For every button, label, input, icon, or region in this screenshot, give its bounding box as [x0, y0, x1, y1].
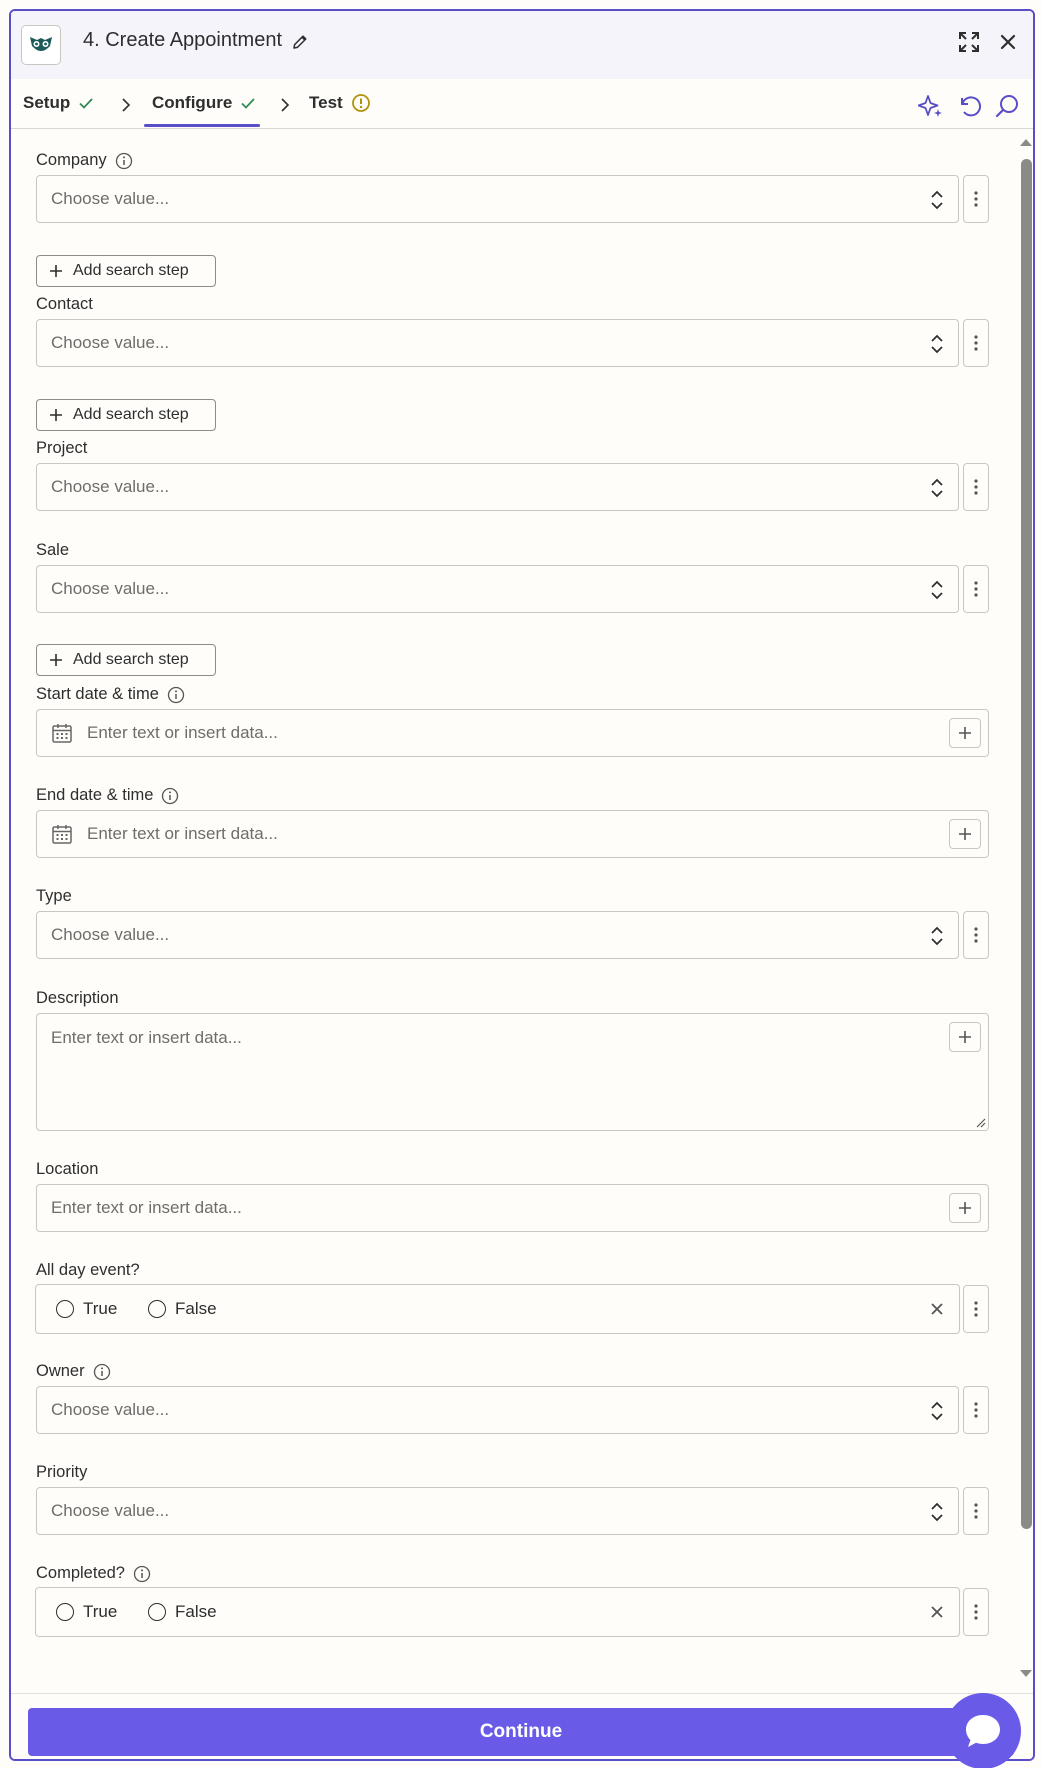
- tab-setup-label: Setup: [23, 93, 71, 112]
- company-add-search-step-button[interactable]: [36, 255, 216, 287]
- location-placeholder: Enter text or insert data...: [51, 1198, 242, 1217]
- kebab-menu-icon: [974, 335, 978, 351]
- kebab-menu-icon: [974, 927, 978, 943]
- info-icon[interactable]: [93, 1363, 111, 1381]
- project-label: [36, 439, 87, 458]
- completed-label: [36, 1564, 151, 1583]
- owner-select[interactable]: [36, 1386, 959, 1434]
- type-label: [36, 887, 72, 906]
- plus-icon: [49, 408, 63, 422]
- contact-label: [36, 295, 93, 314]
- resize-handle-icon[interactable]: [974, 1116, 986, 1128]
- sale-options-button[interactable]: [963, 565, 989, 613]
- continue-button[interactable]: Continue: [28, 1708, 1014, 1756]
- check-icon: [240, 95, 256, 111]
- sale-select[interactable]: [36, 565, 959, 613]
- sale-placeholder: Choose value...: [51, 579, 170, 598]
- insert-data-button[interactable]: [949, 1022, 981, 1052]
- tab-configure-label: Configure: [152, 93, 233, 112]
- location-input[interactable]: [36, 1184, 989, 1232]
- step-tabs: [11, 79, 1033, 129]
- owner-label-text: Owner: [36, 1362, 85, 1380]
- all-day-options-button[interactable]: [963, 1285, 989, 1333]
- type-options-button[interactable]: [963, 911, 989, 959]
- tab-test-label: Test: [309, 93, 343, 112]
- up-down-chevron-icon: [930, 334, 944, 354]
- sale-add-search-step-button[interactable]: [36, 644, 216, 676]
- step-editor-panel: [9, 9, 1035, 1761]
- add-search-step-label: Add search step: [73, 262, 189, 279]
- form-scrollbar[interactable]: [1017, 129, 1035, 1689]
- panel-header: [11, 11, 1033, 79]
- step-title[interactable]: 4. Create Appointment: [83, 29, 283, 51]
- configure-form: [11, 129, 1017, 1689]
- plus-icon: [49, 264, 63, 278]
- description-label-text: Description: [36, 989, 119, 1007]
- radio-circle: [56, 1603, 74, 1621]
- project-select[interactable]: [36, 463, 959, 511]
- refresh-icon[interactable]: [957, 93, 983, 119]
- type-select[interactable]: [36, 911, 959, 959]
- company-label-text: Company: [36, 151, 107, 169]
- pencil-edit-icon[interactable]: [291, 33, 309, 51]
- priority-placeholder: Choose value...: [51, 1501, 170, 1520]
- completed-true-radio[interactable]: [56, 1602, 117, 1622]
- sale-label: [36, 541, 69, 560]
- radio-true-label: True: [83, 1602, 118, 1621]
- owl-logo-icon: [28, 34, 54, 56]
- up-down-chevron-icon: [930, 190, 944, 210]
- radio-false-label: False: [175, 1299, 217, 1318]
- plus-icon: [957, 1200, 973, 1216]
- completed-radio-group: [35, 1587, 960, 1637]
- add-search-step-label: Add search step: [73, 406, 189, 423]
- description-label: [36, 989, 119, 1008]
- info-icon[interactable]: [133, 1565, 151, 1583]
- start-date-label-text: Start date & time: [36, 685, 159, 703]
- completed-label-text: Completed?: [36, 1564, 125, 1582]
- priority-options-button[interactable]: [963, 1487, 989, 1535]
- description-textarea[interactable]: [36, 1013, 989, 1131]
- ai-sparkle-icon[interactable]: [918, 93, 944, 119]
- all-day-true-radio[interactable]: [56, 1299, 117, 1319]
- kebab-menu-icon: [974, 581, 978, 597]
- active-tab-indicator: [144, 124, 260, 127]
- all-day-label-text: All day event?: [36, 1261, 140, 1279]
- info-icon[interactable]: [161, 787, 179, 805]
- clear-icon[interactable]: [929, 1604, 945, 1620]
- panel-footer: [11, 1693, 1033, 1761]
- clear-icon[interactable]: [929, 1301, 945, 1317]
- expand-icon[interactable]: [957, 30, 981, 54]
- start-date-label: [36, 685, 185, 704]
- project-label-text: Project: [36, 439, 88, 457]
- radio-true-label: True: [83, 1299, 118, 1318]
- check-icon: [78, 95, 94, 111]
- owner-label: [36, 1362, 111, 1381]
- description-placeholder: Enter text or insert data...: [51, 1028, 242, 1047]
- start-date-placeholder: Enter text or insert data...: [87, 723, 278, 742]
- tab-configure[interactable]: [152, 93, 256, 113]
- end-date-input[interactable]: [36, 810, 989, 858]
- priority-label: [36, 1463, 87, 1482]
- kebab-menu-icon: [974, 479, 978, 495]
- search-icon[interactable]: [994, 93, 1020, 119]
- priority-select[interactable]: [36, 1487, 959, 1535]
- up-down-chevron-icon: [930, 926, 944, 946]
- scroll-down-arrow-icon[interactable]: [1019, 1669, 1033, 1679]
- tab-test[interactable]: [309, 93, 371, 113]
- info-icon[interactable]: [115, 152, 133, 170]
- tab-setup[interactable]: [23, 93, 94, 113]
- company-label: [36, 151, 133, 170]
- up-down-chevron-icon: [930, 1502, 944, 1522]
- completed-false-radio[interactable]: [148, 1602, 217, 1622]
- contact-placeholder: Choose value...: [51, 333, 170, 352]
- calendar-icon: [51, 722, 73, 744]
- kebab-menu-icon: [974, 1402, 978, 1418]
- radio-circle: [56, 1300, 74, 1318]
- kebab-menu-icon: [974, 1604, 978, 1620]
- warning-circle-icon: [351, 93, 371, 113]
- insert-data-button[interactable]: [949, 718, 981, 748]
- start-date-input[interactable]: [36, 709, 989, 757]
- add-search-step-label: Add search step: [73, 651, 189, 668]
- kebab-menu-icon: [974, 1503, 978, 1519]
- up-down-chevron-icon: [930, 1401, 944, 1421]
- sale-label-text: Sale: [36, 541, 70, 559]
- company-select[interactable]: [36, 175, 959, 223]
- calendar-icon: [51, 823, 73, 845]
- plus-icon: [49, 653, 63, 667]
- all-day-false-radio[interactable]: [148, 1299, 217, 1319]
- chat-support-button[interactable]: [945, 1693, 1021, 1768]
- close-icon[interactable]: [998, 32, 1018, 52]
- plus-icon: [957, 826, 973, 842]
- contact-select[interactable]: [36, 319, 959, 367]
- chevron-right-icon: [118, 97, 134, 113]
- all-day-label: [36, 1261, 140, 1280]
- location-label-text: Location: [36, 1160, 99, 1178]
- plus-icon: [957, 725, 973, 741]
- project-placeholder: Choose value...: [51, 477, 170, 496]
- info-icon[interactable]: [167, 686, 185, 704]
- end-date-label-text: End date & time: [36, 786, 154, 804]
- radio-false-label: False: [175, 1602, 217, 1621]
- all-day-radio-group: [35, 1284, 960, 1334]
- priority-label-text: Priority: [36, 1463, 88, 1481]
- completed-options-button[interactable]: [963, 1588, 989, 1636]
- radio-circle: [148, 1603, 166, 1621]
- scroll-up-arrow-icon[interactable]: [1019, 137, 1033, 147]
- chevron-right-icon: [277, 97, 293, 113]
- kebab-menu-icon: [974, 1301, 978, 1317]
- contact-add-search-step-button[interactable]: [36, 399, 216, 431]
- chat-bubble-icon: [963, 1712, 1003, 1750]
- company-options-button[interactable]: [963, 175, 989, 223]
- kebab-menu-icon: [974, 191, 978, 207]
- up-down-chevron-icon: [930, 580, 944, 600]
- end-date-placeholder: Enter text or insert data...: [87, 824, 278, 843]
- contact-label-text: Contact: [36, 295, 93, 313]
- radio-circle: [148, 1300, 166, 1318]
- plus-icon: [957, 1029, 973, 1045]
- insert-data-button[interactable]: [949, 1193, 981, 1223]
- app-logo: [21, 25, 61, 65]
- owner-placeholder: Choose value...: [51, 1400, 170, 1419]
- end-date-label: [36, 786, 179, 805]
- company-placeholder: Choose value...: [51, 189, 170, 208]
- contact-options-button[interactable]: [963, 319, 989, 367]
- owner-options-button[interactable]: [963, 1386, 989, 1434]
- up-down-chevron-icon: [930, 478, 944, 498]
- project-options-button[interactable]: [963, 463, 989, 511]
- location-label: [36, 1160, 98, 1179]
- scroll-thumb[interactable]: [1021, 159, 1032, 1529]
- type-placeholder: Choose value...: [51, 925, 170, 944]
- insert-data-button[interactable]: [949, 819, 981, 849]
- type-label-text: Type: [36, 887, 72, 905]
